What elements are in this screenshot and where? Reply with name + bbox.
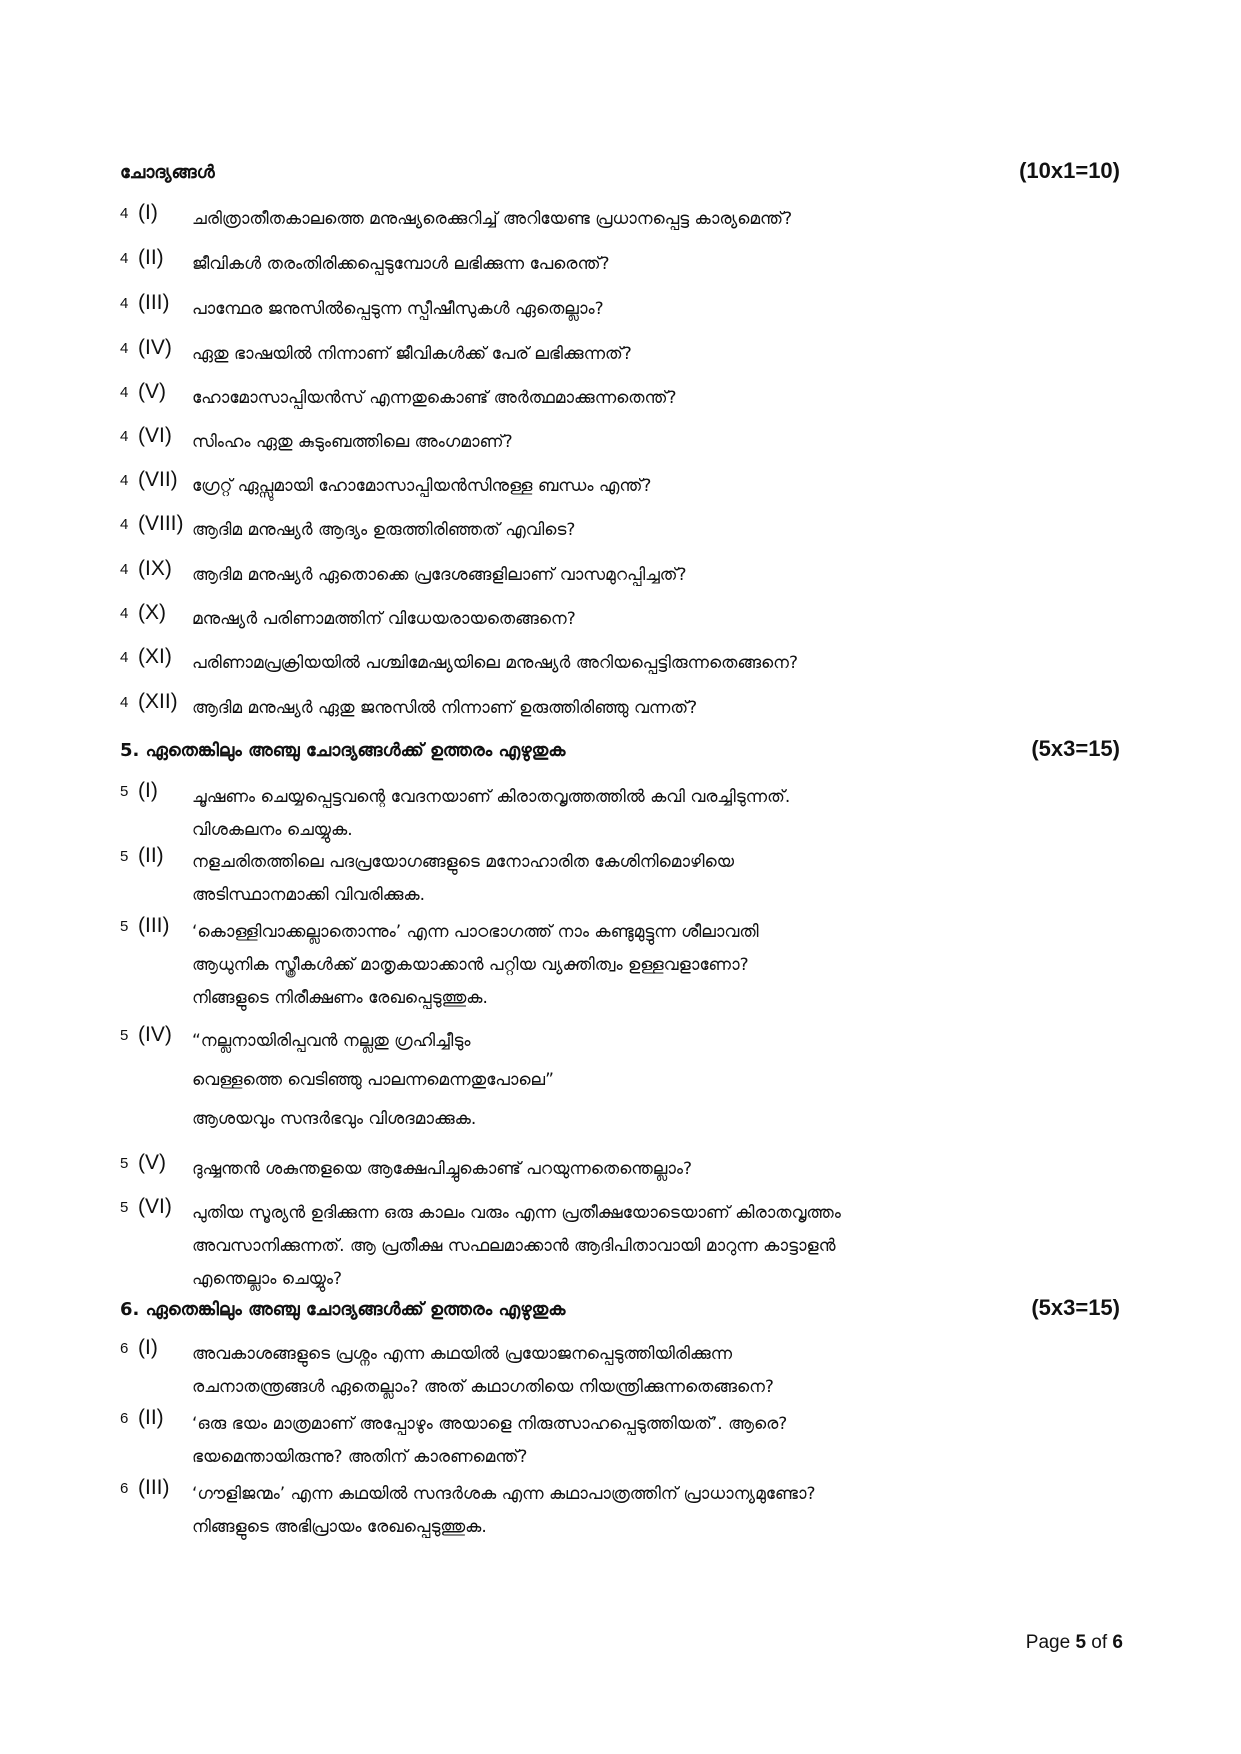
question-text — [192, 295, 1112, 324]
question-text — [192, 561, 1112, 590]
question-number: 4 — [120, 694, 129, 711]
question-number: 5 — [120, 783, 129, 800]
question-subnumber: (III) — [138, 1476, 170, 1499]
question-subnumber: (V) — [138, 1151, 166, 1174]
question-line: ചരിത്രാതീതകാലത്തെ മനുഷ്യരെക്കുറിച്ച് അറിയേണ്ട പ്രധാനപ്പെട്ട കാര്യമെന്ത്? — [192, 209, 793, 229]
question-line: പുതിയ സൂര്യൻ ഉദിക്കുന്ന ഒരു കാലം വരും എന്ന പ്രതീക്ഷയോടെയാണ് കിരാതവൃത്തം — [192, 1203, 841, 1223]
question-number: 5 — [120, 848, 129, 865]
question-line: ആദിമ മനുഷ്യർ ആദ്യം ഉരുത്തിരിഞ്ഞത് എവിടെ? — [192, 520, 576, 540]
question-text — [192, 605, 1112, 634]
question-number: 6 — [120, 1410, 129, 1427]
question-line: പരിണാമപ്രക്രിയയിൽ പശ്ചിമേഷ്യയിലെ മനുഷ്യർ അറിയപ്പെട്ടിരുന്നതെങ്ങനെ? — [192, 653, 798, 673]
question-line: ജീവികൾ തരംതിരിക്കപ്പെടുമ്പോൾ ലഭിക്കുന്ന പേരെന്ത്? — [192, 254, 610, 274]
question-text — [192, 649, 1112, 678]
question-number: 4 — [120, 605, 129, 622]
question-subnumber: (I) — [138, 1336, 158, 1359]
question-line: മനുഷ്യർ പരിണാമത്തിന് വിധേയരായതെങ്ങനെ? — [192, 609, 576, 629]
question-subnumber: (III) — [138, 291, 170, 314]
question-text — [192, 783, 1112, 845]
question-subnumber: (VIII) — [138, 512, 184, 535]
question-line: പാന്ഥേര ജനുസിൽപ്പെടുന്ന സ്പീഷീസുകൾ ഏതെല്ലാം? — [192, 299, 604, 319]
section-title: 5. ഏതെങ്കിലും അഞ്ചു ചോദ്യങ്ങൾക്ക് ഉത്തരം എഴുതുക — [120, 740, 566, 761]
question-line: നളചരിതത്തിലെ പദപ്രയോഗങ്ങളുടെ മനോഹാരിത കേശിനിമൊഴിയെ — [192, 852, 735, 872]
question-subnumber: (X) — [138, 601, 166, 624]
question-line: നിങ്ങളുടെ അഭിപ്രായം രേഖപ്പെടുത്തുക. — [192, 1517, 487, 1537]
question-text — [192, 1340, 1112, 1402]
question-text — [192, 1199, 1112, 1294]
question-line: ‘ഒരു ഭയം മാത്രമാണ് അപ്പോഴും അയാളെ നിരുത്സാഹപ്പെടുത്തിയത്’. ആരെ? — [192, 1414, 788, 1434]
question-number: 4 — [120, 340, 129, 357]
question-number: 5 — [120, 1155, 129, 1172]
question-line: വെള്ളത്തെ വെടിഞ്ഞു പാലന്നമെന്നതുപോലെ” — [192, 1070, 554, 1090]
question-number: 4 — [120, 205, 129, 222]
question-subnumber: (XI) — [138, 645, 172, 668]
question-number: 4 — [120, 649, 129, 666]
question-number: 5 — [120, 918, 129, 935]
question-text — [192, 848, 1112, 910]
question-subnumber: (I) — [138, 779, 158, 802]
question-line: ആദിമ മനുഷ്യർ ഏതൊക്കെ പ്രദേശങ്ങളിലാണ് വാസമുറപ്പിച്ചത്? — [192, 565, 687, 585]
question-line: അടിസ്ഥാനമാക്കി വിവരിക്കുക. — [192, 885, 426, 905]
question-line: രചനാതന്ത്രങ്ങൾ ഏതെല്ലാം? അത് കഥാഗതിയെ നിയന്ത്രിക്കുന്നതെങ്ങനെ? — [192, 1377, 774, 1397]
question-subnumber: (IX) — [138, 557, 172, 580]
page-total: 6 — [1112, 1632, 1123, 1653]
question-text — [192, 428, 1112, 457]
section-6-header — [120, 1295, 1120, 1321]
question-subnumber: (VII) — [138, 468, 178, 491]
question-number: 5 — [120, 1199, 129, 1216]
question-number: 4 — [120, 384, 129, 401]
question-line: എന്തെല്ലാം ചെയ്യും? — [192, 1269, 343, 1289]
question-line: ആദിമ മനുഷ്യർ ഏതു ജനുസിൽ നിന്നാണ് ഉരുത്തിരിഞ്ഞു വന്നത്? — [192, 698, 698, 718]
question-line: ദുഷ്ഷന്തൻ ശകുന്തളയെ ആക്ഷേപിച്ചുകൊണ്ട് പറയുന്നതെന്തെല്ലാം? — [192, 1159, 693, 1179]
question-text — [192, 340, 1112, 369]
section-title: ചോദ്യങ്ങൾ — [120, 162, 215, 183]
page-footer — [1026, 1632, 1123, 1654]
question-text — [192, 1410, 1112, 1472]
question-subnumber: (V) — [138, 380, 166, 403]
question-text — [192, 1155, 1112, 1184]
section-marks: (5x3=15) — [1031, 736, 1120, 761]
question-line: ചൂഷണം ചെയ്യപ്പെട്ടവന്റെ വേദനയാണ് കിരാതവൃത്തത്തിൽ കവി വരച്ചിടുന്നത്. — [192, 787, 791, 807]
question-line: അവകാശങ്ങളുടെ പ്രശ്നം എന്ന കഥയിൽ പ്രയോജനപ്പെടുത്തിയിരിക്കുന്ന — [192, 1344, 733, 1364]
question-line: വിശകലനം ചെയ്യുക. — [192, 820, 353, 840]
question-number: 4 — [120, 561, 129, 578]
question-number: 4 — [120, 428, 129, 445]
question-line: “നല്ലനായിരിപ്പവൻ നല്ലതു ഗ്രഹിച്ചീടും — [192, 1031, 471, 1051]
question-number: 4 — [120, 472, 129, 489]
question-line: ആശയവും സന്ദർഭവും വിശദമാക്കുക. — [192, 1109, 477, 1129]
question-line: ‘കൊള്ളിവാക്കല്ലാതൊന്നും’ എന്ന പാഠഭാഗത്ത് നാം കണ്ടുമുട്ടുന്ന ശീലാവതി — [192, 922, 759, 942]
question-text — [192, 384, 1112, 413]
question-line: അവസാനിക്കുന്നത്. ആ പ്രതീക്ഷ സഫലമാക്കാൻ ആദിപിതാവായി മാറുന്ന കാട്ടാളൻ — [192, 1236, 836, 1256]
question-subnumber: (I) — [138, 201, 158, 224]
question-subnumber: (IV) — [138, 1023, 172, 1046]
question-text — [192, 1027, 1112, 1134]
question-text — [192, 1480, 1112, 1542]
question-line: ഭയമെന്തായിരുന്നു? അതിന് കാരണമെന്ത്? — [192, 1447, 528, 1467]
question-subnumber: (III) — [138, 914, 170, 937]
question-number: 4 — [120, 250, 129, 267]
question-number: 5 — [120, 1027, 129, 1044]
section-marks: (5x3=15) — [1031, 1295, 1120, 1320]
question-line: ഏതു ഭാഷയിൽ നിന്നാണ് ജീവികൾക്ക് പേര് ലഭിക്കുന്നത്? — [192, 344, 632, 364]
question-subnumber: (VI) — [138, 424, 172, 447]
question-number: 4 — [120, 516, 129, 533]
question-line: ഗ്രേറ്റ് ഏപ്സുമായി ഹോമോസാപ്പിയൻസിനുള്ള ബന്ധം എന്ത്? — [192, 476, 652, 496]
question-subnumber: (VI) — [138, 1195, 172, 1218]
section-5-header — [120, 736, 1120, 762]
question-subnumber: (XII) — [138, 690, 178, 713]
question-subnumber: (II) — [138, 1406, 164, 1429]
question-number: 6 — [120, 1340, 129, 1357]
question-text — [192, 250, 1112, 279]
question-text — [192, 694, 1112, 723]
question-text — [192, 516, 1112, 545]
section-title: 6. ഏതെങ്കിലും അഞ്ചു ചോദ്യങ്ങൾക്ക് ഉത്തരം എഴുതുക — [120, 1299, 566, 1320]
section-marks: (10x1=10) — [1019, 158, 1120, 183]
question-number: 4 — [120, 295, 129, 312]
question-line: ഹോമോസാപ്പിയൻസ് എന്നതുകൊണ്ട് അർത്ഥമാക്കുന്നതെന്ത്? — [192, 388, 677, 408]
question-number: 6 — [120, 1480, 129, 1497]
question-subnumber: (II) — [138, 844, 164, 867]
question-subnumber: (II) — [138, 246, 164, 269]
section-4-header — [120, 158, 1120, 184]
question-text — [192, 205, 1112, 234]
question-subnumber: (IV) — [138, 336, 172, 359]
page-middle: of — [1086, 1632, 1113, 1653]
page-prefix: Page — [1025, 1632, 1076, 1653]
question-line: സിംഹം ഏതു കുടുംബത്തിലെ അംഗമാണ്? — [192, 432, 513, 452]
question-line: ‘ഗൗളിജന്മം’ എന്ന കഥയിൽ സന്ദർശക എന്ന കഥാപാത്രത്തിന് പ്രാധാന്യമുണ്ടോ? — [192, 1484, 816, 1504]
question-line: നിങ്ങളുടെ നിരീക്ഷണം രേഖപ്പെടുത്തുക. — [192, 988, 488, 1008]
question-line: ആധുനിക സ്ത്രീകൾക്ക് മാതൃകയാക്കാൻ പറ്റിയ വ്യക്തിത്വം ഉള്ളവളാണോ? — [192, 955, 749, 975]
page-current: 5 — [1075, 1632, 1087, 1653]
question-text — [192, 918, 1112, 1013]
question-text — [192, 472, 1112, 501]
